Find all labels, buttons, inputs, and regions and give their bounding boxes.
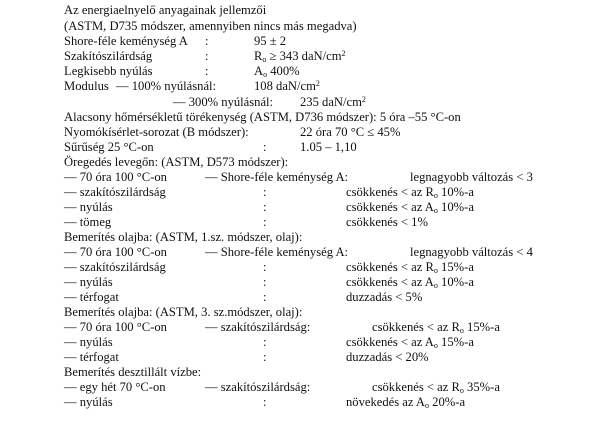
oil3-heading: Bemerítés olajba: (ASTM, 3. sz.módszer, olaj): (64, 305, 303, 319)
aging-heading: Öregedés levegőn: (ASTM, D573 módszer): (64, 155, 289, 169)
oil1-r1-c: legnagyobb változás < 4 (410, 245, 533, 259)
aging-r2-c: csökkenés < az $R_o$ 10%-a (346, 185, 474, 200)
water-r1-c: csökkenés < az $R_o$ 35%-a (372, 380, 500, 395)
density-value: 1.05 – 1,10 (300, 140, 357, 154)
doc-subtitle: (ASTM, D735 módszer, amennyiben nincs más megadva) (64, 19, 357, 33)
oil1-r4-colon: : (263, 290, 267, 304)
water-r2-c: növekedés az $A_o$ 20%-a (346, 395, 466, 410)
aging-r4-colon: : (263, 215, 267, 229)
elongation-label: Legkisebb nyúlás (64, 64, 153, 78)
oil1-r2-colon: : (263, 260, 267, 274)
elongation-colon: : (205, 64, 209, 78)
oil3-r3-colon: : (263, 350, 267, 364)
water-r1-b: — szakítószilárdság: (205, 380, 311, 394)
modulus-label: Modulus (64, 79, 109, 93)
compression-label: Nyomókísérlet-sorozat (B módszer): (64, 125, 249, 139)
modulus-300-label: — 300% nyúlásnál: (173, 95, 274, 109)
oil1-r4-c: duzzadás < 5% (346, 290, 423, 304)
aging-r2-colon: : (263, 185, 267, 199)
oil1-r3-a: — nyúlás (64, 275, 113, 289)
brittleness-line: Alacsony hőmérsékletű törékenység (ASTM, D736 módszer): 5 óra –55 °C-on (64, 110, 461, 124)
compression-value: 22 óra 70 °C ≤ 45% (300, 125, 401, 139)
elongation-value: $A_o$ 400% (254, 64, 300, 79)
oil1-r4-a: — térfogat (64, 290, 119, 304)
tensile-value: $R_o \ge 343$ daN/$cm^2$ (254, 49, 346, 64)
oil1-r3-colon: : (263, 275, 267, 289)
oil3-r1-c: csökkenés < az $R_o$ 15%-a (372, 320, 500, 335)
water-r1-a: — egy hét 70 °C-on (64, 380, 166, 394)
modulus-300-value: 235 daN/$cm^2$ (300, 95, 366, 109)
oil3-r1-a: — 70 óra 100 °C-on (64, 320, 167, 334)
oil1-r1-b: — Shore-féle keménység A: (205, 245, 349, 259)
shore-colon: : (205, 34, 209, 48)
oil1-heading: Bemerítés olajba: (ASTM, 1.sz. módszer, olaj): (64, 230, 303, 244)
oil1-r1-a: — 70 óra 100 °C-on (64, 245, 167, 259)
tensile-label: Szakítószilárdság (64, 49, 153, 63)
oil3-r2-a: — nyúlás (64, 335, 113, 349)
water-heading: Bemerítés desztillált vízbe: (64, 365, 202, 379)
aging-r1-b: — Shore-féle keménység A: (205, 170, 349, 184)
density-colon: : (263, 140, 267, 154)
aging-r1-a: — 70 óra 100 °C-on (64, 170, 167, 184)
aging-r4-c: csökkenés < 1% (346, 215, 428, 229)
aging-r2-a: — szakítószilárdság (64, 185, 166, 199)
oil1-r2-a: — szakítószilárdság (64, 260, 166, 274)
oil3-r3-c: duzzadás < 20% (346, 350, 429, 364)
oil3-r2-c: csökkenés < az $A_o$ 15%-a (346, 335, 474, 350)
density-label: Sűrűség 25 °C-on (64, 140, 154, 154)
aging-r4-a: — tömeg (64, 215, 112, 229)
doc-title: Az energiaelnyelő anyagainak jellemzői (64, 3, 267, 17)
oil1-r2-c: csökkenés < az $R_o$ 15%-a (346, 260, 474, 275)
tensile-colon: : (205, 49, 209, 63)
aging-r1-c: legnagyobb változás < 3 (410, 170, 533, 184)
shore-label: Shore-féle keménység A (64, 34, 188, 48)
oil3-r2-colon: : (263, 335, 267, 349)
oil3-r3-a: — térfogat (64, 350, 119, 364)
oil3-r1-b: — szakítószilárdság: (205, 320, 311, 334)
shore-value: 95 ± 2 (254, 34, 287, 48)
aging-r3-c: csökkenés < az $A_o$ 10%-a (346, 200, 474, 215)
oil1-r3-c: csökkenés < az $A_o$ 10%-a (346, 275, 474, 290)
modulus-100-value: 108 daN/$cm^2$ (254, 79, 320, 93)
aging-r3-a: — nyúlás (64, 200, 113, 214)
water-r2-a: — nyúlás (64, 395, 113, 409)
water-r2-colon: : (263, 395, 267, 409)
aging-r3-colon: : (263, 200, 267, 214)
modulus-100-label: — 100% nyúlásnál: (116, 79, 217, 93)
